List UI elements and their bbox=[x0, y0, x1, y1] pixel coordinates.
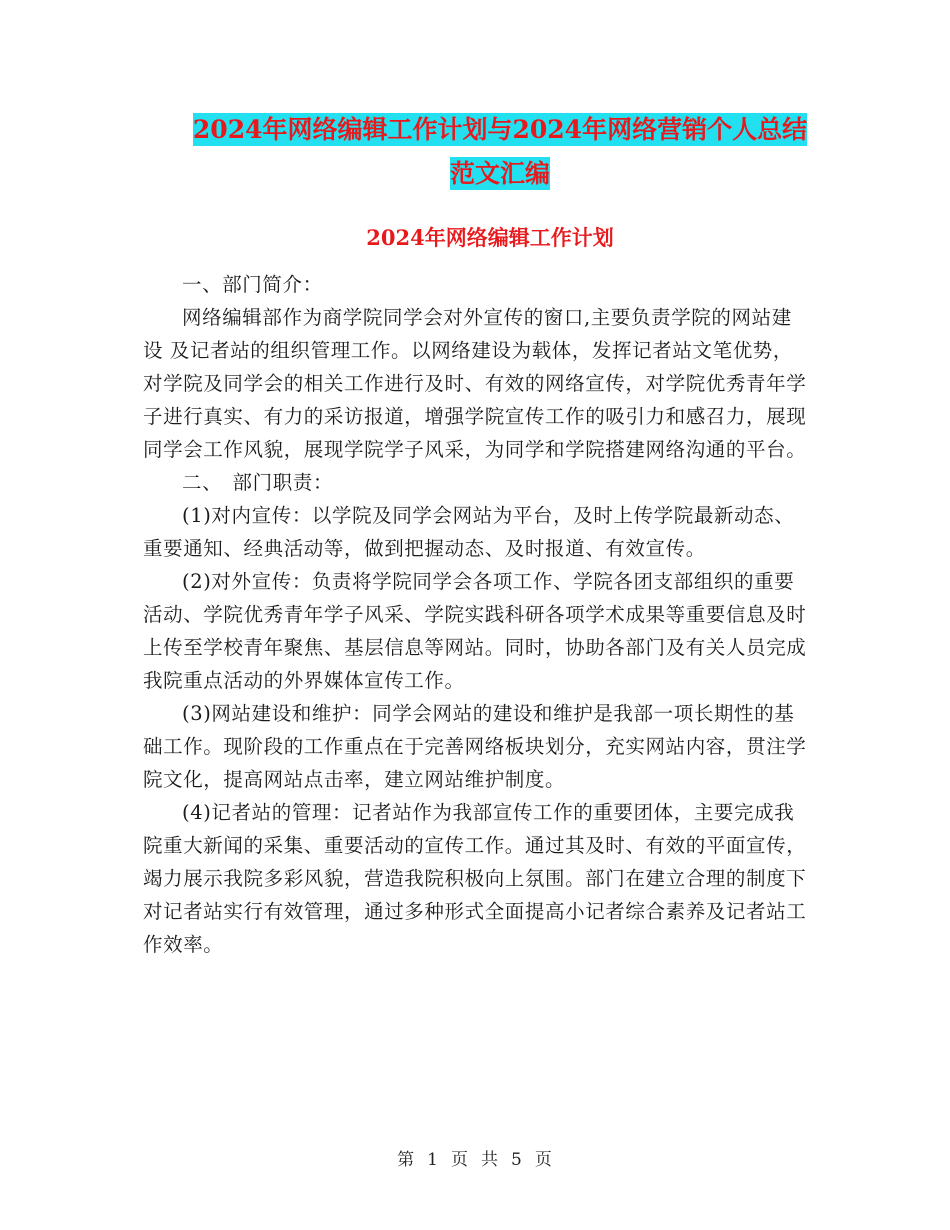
footer-total-prefix: 共 bbox=[481, 1150, 499, 1170]
paragraph: 二、 部门职责： bbox=[182, 471, 334, 494]
footer-page-number: 1 bbox=[427, 1150, 439, 1170]
paragraph: 一、部门简介： bbox=[182, 273, 323, 296]
paragraph: (4)记者站的管理：记者站作为我部宣传工作的重要团体，主要完成我院重大新闻的采集、重要活动的宣传工作。通过其及时、有效的平面宣传，竭力展示我院多彩风貌，营造我院积极向上氛围。部门在建立合理的制度下对记者站实行有效管理，通过多种形式全面提高小记者综合素养及记者站工作效率。 bbox=[143, 801, 807, 956]
document-title-line1 bbox=[130, 108, 870, 152]
page-footer bbox=[0, 1145, 950, 1170]
section-title: 2024年网络编辑工作计划 bbox=[366, 225, 614, 250]
title-highlight-2: 范文汇编 bbox=[449, 159, 550, 188]
footer-prefix: 第 bbox=[397, 1150, 416, 1170]
footer-page-unit: 页 bbox=[451, 1150, 469, 1170]
footer-total-pages: 5 bbox=[511, 1150, 523, 1170]
paragraph: (2)对外宣传：负责将学院同学会各项工作、学院各团支部组织的重要活动、学院优秀青年学子风采、学院实践科研各项学术成果等重要信息及时上传至学校青年聚焦、基层信息等网站。同时，协助各部门及有关人员完成我院重点活动的外界媒体宣传工作。 bbox=[143, 570, 807, 692]
paragraph: (3)网站建设和维护：同学会网站的建设和维护是我部一项长期性的基础工作。现阶段的工作重点在于完善网络板块划分，充实网站内容，贯注学院文化，提高网站点击率，建立网站维护制度。 bbox=[143, 702, 807, 791]
footer-total-unit: 页 bbox=[534, 1150, 553, 1170]
document-body bbox=[143, 268, 808, 961]
document-title-line2 bbox=[140, 152, 860, 196]
title-highlight-1: 2024年网络编辑工作计划与2024年网络营销个人总结 bbox=[192, 115, 808, 144]
paragraph: (1)对内宣传：以学院及同学会网站为平台，及时上传学院最新动态、重要通知、经典活动等，做到把握动态、及时报道、有效宣传。 bbox=[143, 504, 795, 560]
paragraph: 网络编辑部作为商学院同学会对外宣传的窗口,主要负责学院的网站建设 及记者站的组织管理工作。以网络建设为载体，发挥记者站文笔优势，对学院及同学会的相关工作进行及时、有效的网络宣传，对学院优秀青年学子进行真实、有力的采访报道，增强学院宣传工作的吸引力和感召力，展现同学会工作风貌，展现学院学子风采，为同学和学院搭建网络沟通的平台。 bbox=[143, 306, 807, 461]
